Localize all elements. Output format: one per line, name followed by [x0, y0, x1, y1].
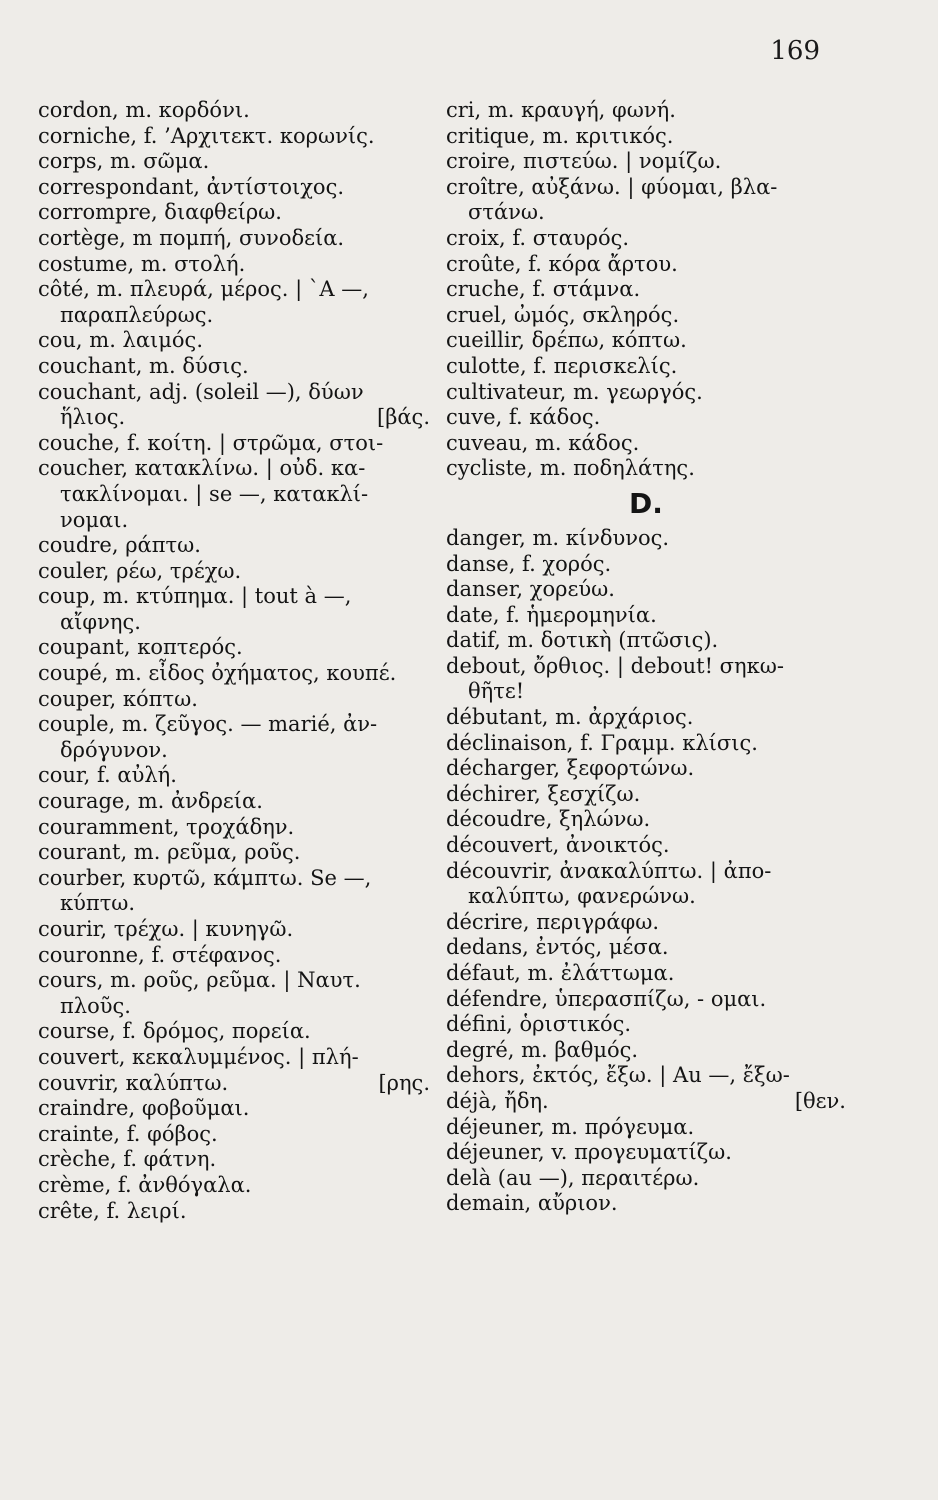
- entry-text: couchant, m. δύσις.: [38, 353, 249, 378]
- entry-text: découvrir, ἀνακαλύπτω. | ἀπο-: [446, 858, 772, 883]
- entry-text: cou, m. λαιμός.: [38, 328, 203, 353]
- entry-text: défini, ὁριστικός.: [446, 1012, 632, 1037]
- entry-text: corps, m. σῶμα.: [38, 149, 210, 174]
- dictionary-entry: [38, 840, 430, 866]
- entry-text: δρόγυνον.: [60, 737, 168, 762]
- dictionary-entry: [38, 456, 430, 482]
- entry-text: crainte, f. φόβος.: [38, 1121, 218, 1146]
- dictionary-entry: [38, 328, 430, 354]
- entry-text: coucher, κατακλίνω. | οὐδ. κα-: [38, 456, 366, 481]
- dictionary-entry: [446, 1166, 846, 1192]
- dictionary-entry: [446, 1012, 846, 1038]
- entry-text: culotte, f. περισκελίς.: [446, 353, 678, 378]
- entry-text: cultivateur, m. γεωργός.: [446, 379, 703, 404]
- dictionary-entry: [38, 1147, 430, 1173]
- dictionary-entry-continuation: [38, 303, 430, 329]
- dictionary-entry: [446, 756, 846, 782]
- dictionary-entry: [38, 149, 430, 175]
- entry-text: danse, f. χορός.: [446, 551, 612, 576]
- dictionary-entry: [446, 1140, 846, 1166]
- dictionary-entry-continuation: [38, 610, 430, 636]
- entry-text: degré, m. βαθμός.: [446, 1037, 639, 1062]
- entry-text: coupant, κοπτερός.: [38, 635, 243, 660]
- entry-text: croûte, f. κόρα ἄρτου.: [446, 251, 678, 276]
- entry-text: cortège, m πομπή, συνοδεία.: [38, 225, 345, 250]
- dictionary-entry: [446, 1038, 846, 1064]
- entry-text: déjeuner, m. πρόγευμα.: [446, 1114, 695, 1139]
- entry-text: débutant, m. ἀρχάριος.: [446, 705, 694, 730]
- entry-text: coup, m. κτύπημα. | tout à —,: [38, 584, 352, 609]
- dictionary-entry: [38, 98, 430, 124]
- entry-text: corniche, f. ’Αρχιτεκτ. κορωνίς.: [38, 123, 375, 148]
- dictionary-entry: [38, 559, 430, 585]
- dictionary-entry-continuation: [38, 994, 430, 1020]
- dictionary-entry: [38, 1096, 430, 1122]
- dictionary-entry: [446, 654, 846, 680]
- dictionary-entry: [446, 175, 846, 201]
- dictionary-entry: [446, 910, 846, 936]
- dictionary-entry: [446, 124, 846, 150]
- dictionary-entry: [446, 987, 846, 1013]
- entry-text: crèche, f. φάτνη.: [38, 1147, 217, 1172]
- entry-text: παραπλεύρως.: [60, 302, 214, 327]
- entry-text: στάνω.: [468, 200, 545, 225]
- entry-text: cruel, ὠμός, σκληρός.: [446, 302, 680, 327]
- dictionary-entry-continuation: [38, 508, 430, 534]
- dictionary-entry: [38, 763, 430, 789]
- dictionary-entry: [38, 968, 430, 994]
- dictionary-entry: [446, 552, 846, 578]
- dictionary-entry: [446, 1115, 846, 1141]
- entry-text: cordon, m. κορδόνι.: [38, 98, 250, 122]
- entry-text: costume, m. στολή.: [38, 251, 246, 276]
- dictionary-entry: [38, 431, 430, 457]
- dictionary-entry: [446, 859, 846, 885]
- entry-text: courir, τρέχω. | κυνηγῶ.: [38, 917, 294, 941]
- entry-text: défendre, ὑπερασπίζω, - ομαι.: [446, 986, 767, 1011]
- entry-text: craindre, φοβοῦμαι.: [38, 1096, 250, 1121]
- entry-text: crème, f. ἀνθόγαλα.: [38, 1172, 252, 1197]
- entry-text: dedans, ἐντός, μέσα.: [446, 935, 669, 960]
- dictionary-entry: [38, 175, 430, 201]
- entry-text: καλύπτω, φανερώνω.: [468, 884, 696, 909]
- dictionary-entry: [446, 405, 846, 431]
- dictionary-entry: [446, 603, 846, 629]
- dictionary-entry: [38, 1199, 430, 1225]
- dictionary-entry: [446, 526, 846, 552]
- dictionary-entry: [446, 782, 846, 808]
- dictionary-entry: [446, 98, 846, 124]
- entry-text: αἴφνης.: [60, 609, 141, 634]
- dictionary-entry: [446, 226, 846, 252]
- entry-text: correspondant, ἀντίστοιχος.: [38, 174, 345, 199]
- dictionary-entry: [446, 628, 846, 654]
- entry-text: décrire, περιγράφω.: [446, 909, 660, 934]
- entry-text: croix, f. σταυρός.: [446, 225, 630, 250]
- dictionary-entry: [446, 807, 846, 833]
- dictionary-entry: [446, 935, 846, 961]
- entry-text: coupé, m. εἶδος ὀχήματος, κουπέ.: [38, 661, 397, 686]
- entry-text: cour, f. αὐλή.: [38, 763, 177, 788]
- entry-text: courber, κυρτῶ, κάμπτω. Se —,: [38, 865, 372, 890]
- dictionary-entry: [446, 1089, 846, 1115]
- dictionary-entry: [38, 252, 430, 278]
- dictionary-entry: [446, 1063, 846, 1089]
- dictionary-entry: [446, 380, 846, 406]
- entry-text: croire, πιστεύω. | νομίζω.: [446, 149, 722, 174]
- entry-text: couramment, τροχάδην.: [38, 814, 295, 839]
- dictionary-entry: [38, 1045, 430, 1071]
- dictionary-entry-continuation: [38, 891, 430, 917]
- entry-overflow-text: [βάς.: [377, 405, 430, 430]
- dictionary-entry: [446, 577, 846, 603]
- dictionary-entry: [38, 380, 430, 406]
- dictionary-entry: [446, 731, 846, 757]
- dictionary-entry: [446, 277, 846, 303]
- entry-text: τακλίνομαι. | se —, κατακλί-: [60, 481, 369, 506]
- entry-text: côté, m. πλευρά, μέρος. | `A —,: [38, 277, 369, 302]
- entry-text: cours, m. ροῦς, ρεῦμα. | Ναυτ.: [38, 968, 361, 993]
- dictionary-entry: [38, 635, 430, 661]
- entry-text: course, f. δρόμος, πορεία.: [38, 1019, 311, 1044]
- entry-text: θῆτε!: [468, 679, 525, 704]
- entry-text: décharger, ξεφορτώνω.: [446, 756, 695, 781]
- entry-text: danger, m. κίνδυνος.: [446, 525, 670, 550]
- dictionary-entry: [38, 943, 430, 969]
- dictionary-entry: [38, 124, 430, 150]
- dictionary-entry: [38, 226, 430, 252]
- entry-text: défaut, m. ἐλάττωμα.: [446, 961, 675, 985]
- entry-text: coudre, ράπτω.: [38, 533, 201, 558]
- entry-overflow-text: [ρης.: [378, 1070, 430, 1095]
- entry-text: κύπτω.: [60, 891, 136, 916]
- entry-text: πλοῦς.: [60, 993, 131, 1018]
- dictionary-entry: [38, 533, 430, 559]
- entry-text: couper, κόπτω.: [38, 686, 198, 711]
- entry-text: déchirer, ξεσχίζω.: [446, 781, 641, 806]
- entry-text: crête, f. λειρί.: [38, 1198, 187, 1223]
- entry-text: corrompre, διαφθείρω.: [38, 200, 282, 225]
- right-column-d-entries: [446, 526, 846, 1217]
- dictionary-entry: [38, 1173, 430, 1199]
- right-column: [446, 98, 846, 1217]
- dictionary-entry: [38, 712, 430, 738]
- dictionary-entry: [446, 961, 846, 987]
- entry-text: couple, m. ζεῦγος. — marié, ἀν-: [38, 712, 378, 737]
- entry-text: datif, m. δοτικὴ (πτῶσις).: [446, 628, 719, 653]
- dictionary-entry: [38, 866, 430, 892]
- entry-text: couvert, κεκαλυμμένος. | πλή-: [38, 1044, 359, 1069]
- entry-text: delà (au —), περαιτέρω.: [446, 1165, 700, 1190]
- entry-text: νομαι.: [60, 507, 129, 532]
- dictionary-entry: [446, 354, 846, 380]
- dictionary-entry: [446, 833, 846, 859]
- entry-text: date, f. ἡμερομηνία.: [446, 602, 657, 627]
- dictionary-entry: [38, 1019, 430, 1045]
- entry-text: courage, m. ἀνδρεία.: [38, 789, 263, 814]
- entry-text: cueillir, δρέπω, κόπτω.: [446, 328, 687, 353]
- dictionary-entry: [38, 200, 430, 226]
- dictionary-entry: [446, 149, 846, 175]
- dictionary-entry: [446, 303, 846, 329]
- entry-text: danser, χορεύω.: [446, 577, 615, 602]
- dictionary-entry: [446, 1191, 846, 1217]
- entry-text: découdre, ξηλώνω.: [446, 807, 651, 832]
- entry-text: cuveau, m. κάδος.: [446, 430, 640, 455]
- section-letter: D.: [629, 486, 663, 520]
- dictionary-entry-continuation: [446, 679, 846, 705]
- left-column: [38, 98, 430, 1224]
- right-column-c-entries: [446, 98, 846, 482]
- dictionary-entry: [446, 431, 846, 457]
- entry-text: cruche, f. στάμνα.: [446, 277, 641, 302]
- entry-text: cri, m. κραυγή, φωνή.: [446, 98, 676, 122]
- dictionary-entry-continuation: [446, 200, 846, 226]
- entry-text: couronne, f. στέφανος.: [38, 942, 282, 967]
- entry-text: critique, m. κριτικός.: [446, 123, 674, 148]
- entry-text: déjeuner, v. προγευματίζω.: [446, 1140, 732, 1165]
- entry-text: courant, m. ρεῦμα, ροῦς.: [38, 840, 301, 865]
- dictionary-entry: [38, 354, 430, 380]
- dictionary-entry: [38, 917, 430, 943]
- page-number: 169: [770, 36, 820, 66]
- entry-text: debout, ὄρθιος. | debout! σηκω-: [446, 653, 784, 678]
- dictionary-entry: [38, 1122, 430, 1148]
- dictionary-entry: [446, 252, 846, 278]
- dictionary-entry: [38, 277, 430, 303]
- entry-text: demain, αὔριον.: [446, 1191, 618, 1216]
- dictionary-entry: [38, 584, 430, 610]
- entry-text: couler, ρέω, τρέχω.: [38, 558, 242, 583]
- dictionary-entry-continuation: [38, 405, 430, 431]
- entry-text: couvrir, καλύπτω.: [38, 1070, 229, 1095]
- dictionary-entry-continuation: [446, 884, 846, 910]
- dictionary-entry: [38, 661, 430, 687]
- dictionary-entry: [446, 705, 846, 731]
- entry-text: ἥλιος.: [60, 405, 126, 430]
- entry-text: cycliste, m. ποδηλάτης.: [446, 456, 695, 481]
- entry-text: croître, αὐξάνω. | φύομαι, βλα-: [446, 174, 778, 199]
- dictionary-entry: [38, 789, 430, 815]
- entry-text: cuve, f. κάδος.: [446, 405, 601, 430]
- entry-text: couchant, adj. (soleil —), δύων: [38, 379, 364, 404]
- entry-text: couche, f. κοίτη. | στρῶμα, στοι-: [38, 430, 384, 455]
- dictionary-entry-continuation: [38, 738, 430, 764]
- dictionary-entry: [38, 815, 430, 841]
- dictionary-entry: [38, 687, 430, 713]
- entry-text: découvert, ἀνοικτός.: [446, 833, 670, 858]
- dictionary-entry: [38, 1071, 430, 1097]
- entry-overflow-text: [θεν.: [794, 1088, 846, 1113]
- dictionary-entry: [446, 328, 846, 354]
- entry-text: déclinaison, f. Γραμμ. κλίσις.: [446, 730, 758, 755]
- dictionary-entry: [446, 456, 846, 482]
- dictionary-entry-continuation: [38, 482, 430, 508]
- entry-text: dehors, ἐκτός, ἔξω. | Au —, ἔξω-: [446, 1063, 790, 1088]
- entry-text: déjà, ἤδη.: [446, 1088, 549, 1113]
